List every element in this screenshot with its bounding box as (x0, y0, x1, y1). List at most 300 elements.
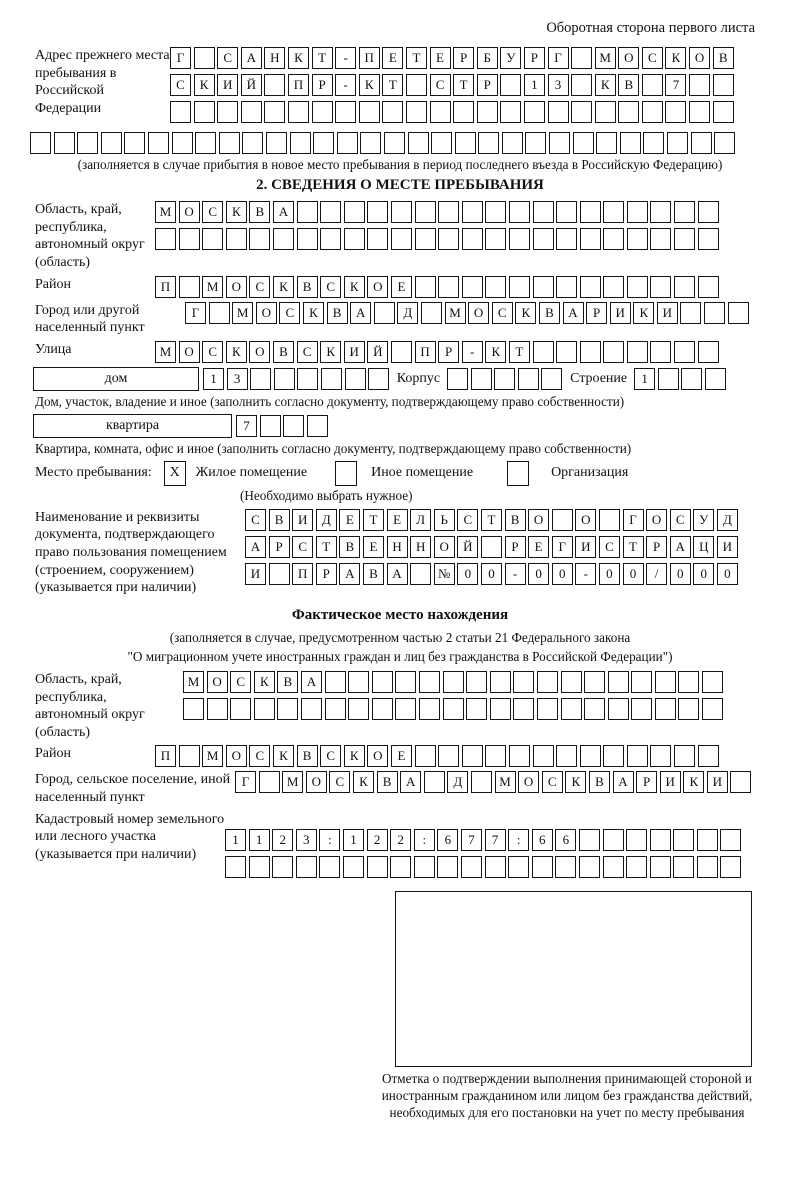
char-cell[interactable] (124, 132, 145, 154)
char-cell[interactable] (148, 132, 169, 154)
char-cell[interactable] (673, 856, 694, 878)
char-cell[interactable]: 1 (524, 74, 545, 96)
char-cell[interactable]: К (565, 771, 586, 793)
char-cell[interactable]: Е (387, 509, 408, 531)
char-cell[interactable] (608, 671, 629, 693)
char-cell[interactable] (462, 276, 483, 298)
char-cell[interactable] (241, 101, 262, 123)
char-cell[interactable] (691, 132, 712, 154)
char-cell[interactable]: Д (717, 509, 738, 531)
char-cell[interactable] (395, 671, 416, 693)
char-cell[interactable] (313, 132, 334, 154)
char-cell[interactable]: 1 (634, 368, 655, 390)
char-cell[interactable] (500, 101, 521, 123)
char-cell[interactable]: И (292, 509, 313, 531)
char-cell[interactable]: С (430, 74, 451, 96)
char-cell[interactable] (681, 368, 702, 390)
char-cell[interactable]: О (179, 201, 200, 223)
char-cell[interactable] (390, 856, 411, 878)
char-cell[interactable]: В (269, 509, 290, 531)
char-cell[interactable] (650, 276, 671, 298)
char-cell[interactable] (631, 671, 652, 693)
korpus-cells[interactable] (447, 368, 565, 390)
city-row[interactable] (185, 302, 751, 324)
char-cell[interactable]: О (646, 509, 667, 531)
char-cell[interactable]: К (194, 74, 215, 96)
char-cell[interactable]: Н (264, 47, 285, 69)
char-cell[interactable] (179, 745, 200, 767)
char-cell[interactable] (217, 101, 238, 123)
char-cell[interactable]: С (599, 536, 620, 558)
char-cell[interactable]: П (292, 563, 313, 585)
char-cell[interactable] (471, 771, 492, 793)
char-cell[interactable] (183, 698, 204, 720)
region-row-2[interactable] (155, 228, 721, 250)
char-cell[interactable] (485, 201, 506, 223)
char-cell[interactable]: Т (382, 74, 403, 96)
char-cell[interactable]: С (642, 47, 663, 69)
char-cell[interactable] (509, 228, 530, 250)
char-cell[interactable] (307, 415, 328, 437)
char-cell[interactable]: Р (505, 536, 526, 558)
char-cell[interactable]: А (400, 771, 421, 793)
actual-region-row-2[interactable] (183, 698, 726, 720)
char-cell[interactable]: Т (453, 74, 474, 96)
char-cell[interactable]: И (575, 536, 596, 558)
char-cell[interactable] (259, 771, 280, 793)
char-cell[interactable] (283, 415, 304, 437)
char-cell[interactable] (410, 563, 431, 585)
char-cell[interactable] (348, 698, 369, 720)
char-cell[interactable] (650, 341, 671, 363)
char-cell[interactable] (537, 698, 558, 720)
char-cell[interactable] (698, 341, 719, 363)
char-cell[interactable]: Т (316, 536, 337, 558)
char-cell[interactable] (320, 201, 341, 223)
char-cell[interactable] (421, 302, 442, 324)
char-cell[interactable] (502, 132, 523, 154)
char-cell[interactable] (533, 341, 554, 363)
char-cell[interactable]: 0 (670, 563, 691, 585)
char-cell[interactable] (556, 228, 577, 250)
char-cell[interactable] (494, 368, 515, 390)
char-cell[interactable] (650, 201, 671, 223)
char-cell[interactable] (556, 745, 577, 767)
char-cell[interactable]: 3 (296, 829, 317, 851)
char-cell[interactable] (584, 698, 605, 720)
char-cell[interactable] (172, 132, 193, 154)
char-cell[interactable] (655, 671, 676, 693)
char-cell[interactable] (438, 276, 459, 298)
char-cell[interactable] (509, 276, 530, 298)
char-cell[interactable]: А (273, 201, 294, 223)
char-cell[interactable] (312, 101, 333, 123)
char-cell[interactable] (325, 671, 346, 693)
char-cell[interactable]: С (279, 302, 300, 324)
char-cell[interactable]: 0 (623, 563, 644, 585)
char-cell[interactable] (599, 509, 620, 531)
char-cell[interactable]: С (170, 74, 191, 96)
char-cell[interactable]: О (226, 745, 247, 767)
prev-address-row-2[interactable] (170, 74, 736, 96)
char-cell[interactable] (680, 302, 701, 324)
char-cell[interactable] (254, 698, 275, 720)
char-cell[interactable] (698, 201, 719, 223)
char-cell[interactable]: К (273, 745, 294, 767)
char-cell[interactable]: С (202, 201, 223, 223)
char-cell[interactable]: О (226, 276, 247, 298)
char-cell[interactable]: Й (457, 536, 478, 558)
char-cell[interactable]: 3 (227, 368, 248, 390)
char-cell[interactable]: В (618, 74, 639, 96)
char-cell[interactable] (384, 132, 405, 154)
char-cell[interactable]: 2 (367, 829, 388, 851)
char-cell[interactable] (391, 228, 412, 250)
char-cell[interactable] (620, 132, 641, 154)
char-cell[interactable]: О (306, 771, 327, 793)
char-cell[interactable] (269, 563, 290, 585)
char-cell[interactable]: Р (477, 74, 498, 96)
char-cell[interactable] (462, 201, 483, 223)
char-cell[interactable] (714, 132, 735, 154)
char-cell[interactable]: 6 (555, 829, 576, 851)
char-cell[interactable]: О (689, 47, 710, 69)
char-cell[interactable]: 7 (461, 829, 482, 851)
char-cell[interactable] (438, 201, 459, 223)
char-cell[interactable] (674, 201, 695, 223)
char-cell[interactable]: Н (410, 536, 431, 558)
char-cell[interactable] (438, 228, 459, 250)
char-cell[interactable] (490, 671, 511, 693)
char-cell[interactable] (702, 671, 723, 693)
char-cell[interactable] (720, 829, 741, 851)
char-cell[interactable]: Е (528, 536, 549, 558)
char-cell[interactable] (702, 698, 723, 720)
char-cell[interactable]: 1 (343, 829, 364, 851)
char-cell[interactable]: 0 (717, 563, 738, 585)
char-cell[interactable] (485, 228, 506, 250)
char-cell[interactable] (368, 368, 389, 390)
region-row-1[interactable] (155, 201, 721, 223)
document-row-1[interactable] (245, 509, 740, 531)
char-cell[interactable]: Д (397, 302, 418, 324)
char-cell[interactable] (713, 101, 734, 123)
prev-address-row-3[interactable] (170, 101, 736, 123)
char-cell[interactable]: С (329, 771, 350, 793)
char-cell[interactable] (343, 856, 364, 878)
char-cell[interactable]: А (613, 771, 634, 793)
char-cell[interactable]: К (344, 276, 365, 298)
char-cell[interactable] (485, 276, 506, 298)
char-cell[interactable]: - (505, 563, 526, 585)
char-cell[interactable]: Р (312, 74, 333, 96)
char-cell[interactable]: С (320, 276, 341, 298)
char-cell[interactable]: К (515, 302, 536, 324)
char-cell[interactable] (277, 698, 298, 720)
char-cell[interactable] (658, 368, 679, 390)
char-cell[interactable] (689, 74, 710, 96)
char-cell[interactable]: 7 (485, 829, 506, 851)
char-cell[interactable]: Е (391, 276, 412, 298)
char-cell[interactable] (443, 698, 464, 720)
char-cell[interactable]: У (500, 47, 521, 69)
char-cell[interactable]: К (254, 671, 275, 693)
char-cell[interactable] (301, 698, 322, 720)
char-cell[interactable]: Г (623, 509, 644, 531)
char-cell[interactable] (430, 101, 451, 123)
char-cell[interactable] (650, 856, 671, 878)
char-cell[interactable]: 1 (249, 829, 270, 851)
char-cell[interactable]: С (320, 745, 341, 767)
char-cell[interactable] (101, 132, 122, 154)
char-cell[interactable]: М (495, 771, 516, 793)
char-cell[interactable] (461, 856, 482, 878)
char-cell[interactable]: 6 (437, 829, 458, 851)
house-number-cells[interactable] (203, 368, 392, 390)
char-cell[interactable] (367, 856, 388, 878)
char-cell[interactable] (335, 101, 356, 123)
char-cell[interactable]: И (707, 771, 728, 793)
stay-type-checkbox-residential[interactable]: X (164, 461, 186, 486)
char-cell[interactable] (194, 47, 215, 69)
actual-region-row-1[interactable] (183, 671, 726, 693)
char-cell[interactable]: 2 (390, 829, 411, 851)
char-cell[interactable]: А (350, 302, 371, 324)
char-cell[interactable] (367, 201, 388, 223)
char-cell[interactable] (698, 745, 719, 767)
char-cell[interactable] (627, 745, 648, 767)
char-cell[interactable]: Р (269, 536, 290, 558)
char-cell[interactable] (533, 745, 554, 767)
char-cell[interactable]: С (217, 47, 238, 69)
char-cell[interactable] (297, 228, 318, 250)
char-cell[interactable] (541, 368, 562, 390)
char-cell[interactable]: У (693, 509, 714, 531)
apartment-cells[interactable] (236, 415, 330, 437)
char-cell[interactable] (242, 132, 263, 154)
char-cell[interactable] (571, 47, 592, 69)
char-cell[interactable] (642, 74, 663, 96)
char-cell[interactable] (431, 132, 452, 154)
char-cell[interactable] (579, 829, 600, 851)
char-cell[interactable] (580, 276, 601, 298)
char-cell[interactable]: В (363, 563, 384, 585)
cadastre-row-1[interactable] (225, 829, 744, 851)
char-cell[interactable] (556, 341, 577, 363)
char-cell[interactable] (337, 132, 358, 154)
char-cell[interactable]: К (665, 47, 686, 69)
char-cell[interactable] (455, 132, 476, 154)
char-cell[interactable] (462, 228, 483, 250)
char-cell[interactable] (272, 856, 293, 878)
char-cell[interactable] (603, 745, 624, 767)
document-row-2[interactable] (245, 536, 740, 558)
char-cell[interactable] (580, 228, 601, 250)
char-cell[interactable]: М (282, 771, 303, 793)
char-cell[interactable]: И (660, 771, 681, 793)
char-cell[interactable]: В (377, 771, 398, 793)
char-cell[interactable] (603, 856, 624, 878)
char-cell[interactable]: К (359, 74, 380, 96)
char-cell[interactable]: 0 (693, 563, 714, 585)
char-cell[interactable] (359, 101, 380, 123)
char-cell[interactable]: И (344, 341, 365, 363)
char-cell[interactable]: О (468, 302, 489, 324)
char-cell[interactable]: О (367, 276, 388, 298)
char-cell[interactable] (627, 201, 648, 223)
char-cell[interactable] (556, 201, 577, 223)
char-cell[interactable] (689, 101, 710, 123)
char-cell[interactable] (665, 101, 686, 123)
prev-address-row-1[interactable] (170, 47, 736, 69)
char-cell[interactable]: В (273, 341, 294, 363)
char-cell[interactable]: 7 (236, 415, 257, 437)
char-cell[interactable]: К (320, 341, 341, 363)
char-cell[interactable]: В (297, 276, 318, 298)
char-cell[interactable] (471, 368, 492, 390)
char-cell[interactable]: К (633, 302, 654, 324)
char-cell[interactable] (698, 276, 719, 298)
char-cell[interactable]: Г (170, 47, 191, 69)
char-cell[interactable] (618, 101, 639, 123)
char-cell[interactable] (603, 829, 624, 851)
char-cell[interactable]: Д (447, 771, 468, 793)
char-cell[interactable] (415, 228, 436, 250)
char-cell[interactable]: С (202, 341, 223, 363)
char-cell[interactable]: П (288, 74, 309, 96)
char-cell[interactable]: М (183, 671, 204, 693)
char-cell[interactable] (596, 132, 617, 154)
char-cell[interactable] (195, 132, 216, 154)
char-cell[interactable] (249, 856, 270, 878)
char-cell[interactable] (631, 698, 652, 720)
char-cell[interactable] (345, 368, 366, 390)
char-cell[interactable] (249, 228, 270, 250)
char-cell[interactable] (509, 745, 530, 767)
char-cell[interactable]: С (249, 745, 270, 767)
char-cell[interactable]: Й (241, 74, 262, 96)
char-cell[interactable]: 7 (665, 74, 686, 96)
prev-address-row-4[interactable] (30, 132, 800, 154)
char-cell[interactable]: - (335, 47, 356, 69)
char-cell[interactable] (627, 228, 648, 250)
char-cell[interactable]: О (575, 509, 596, 531)
char-cell[interactable] (490, 698, 511, 720)
char-cell[interactable]: С (492, 302, 513, 324)
char-cell[interactable]: К (353, 771, 374, 793)
char-cell[interactable]: О (249, 341, 270, 363)
char-cell[interactable] (230, 698, 251, 720)
char-cell[interactable]: П (155, 745, 176, 767)
char-cell[interactable]: В (327, 302, 348, 324)
char-cell[interactable]: Г (185, 302, 206, 324)
char-cell[interactable]: О (618, 47, 639, 69)
char-cell[interactable] (513, 671, 534, 693)
char-cell[interactable] (603, 341, 624, 363)
char-cell[interactable] (264, 101, 285, 123)
char-cell[interactable]: О (367, 745, 388, 767)
char-cell[interactable] (207, 698, 228, 720)
actual-city-row[interactable] (235, 771, 754, 793)
char-cell[interactable]: А (245, 536, 266, 558)
char-cell[interactable]: И (717, 536, 738, 558)
char-cell[interactable]: С (542, 771, 563, 793)
char-cell[interactable] (453, 101, 474, 123)
char-cell[interactable] (391, 201, 412, 223)
char-cell[interactable] (194, 101, 215, 123)
char-cell[interactable] (226, 228, 247, 250)
char-cell[interactable] (408, 132, 429, 154)
char-cell[interactable]: С (457, 509, 478, 531)
char-cell[interactable] (438, 745, 459, 767)
char-cell[interactable] (678, 698, 699, 720)
char-cell[interactable]: В (539, 302, 560, 324)
char-cell[interactable]: П (155, 276, 176, 298)
char-cell[interactable]: А (670, 536, 691, 558)
char-cell[interactable]: 6 (532, 829, 553, 851)
char-cell[interactable]: И (217, 74, 238, 96)
char-cell[interactable]: К (595, 74, 616, 96)
char-cell[interactable] (705, 368, 726, 390)
char-cell[interactable] (288, 101, 309, 123)
char-cell[interactable]: К (226, 201, 247, 223)
char-cell[interactable] (273, 228, 294, 250)
char-cell[interactable] (595, 101, 616, 123)
char-cell[interactable] (155, 228, 176, 250)
char-cell[interactable] (437, 856, 458, 878)
actual-district-row[interactable] (155, 745, 721, 767)
char-cell[interactable]: : (319, 829, 340, 851)
char-cell[interactable]: Т (481, 509, 502, 531)
char-cell[interactable]: Т (406, 47, 427, 69)
char-cell[interactable]: И (245, 563, 266, 585)
char-cell[interactable]: С (230, 671, 251, 693)
char-cell[interactable] (580, 201, 601, 223)
char-cell[interactable]: М (202, 276, 223, 298)
char-cell[interactable] (414, 856, 435, 878)
char-cell[interactable]: О (207, 671, 228, 693)
char-cell[interactable]: Р (586, 302, 607, 324)
char-cell[interactable]: О (179, 341, 200, 363)
char-cell[interactable]: М (155, 201, 176, 223)
char-cell[interactable] (406, 74, 427, 96)
char-cell[interactable]: Й (367, 341, 388, 363)
char-cell[interactable]: В (297, 745, 318, 767)
char-cell[interactable] (674, 228, 695, 250)
char-cell[interactable] (447, 368, 468, 390)
char-cell[interactable] (319, 856, 340, 878)
char-cell[interactable] (603, 228, 624, 250)
char-cell[interactable]: К (303, 302, 324, 324)
char-cell[interactable]: Д (316, 509, 337, 531)
char-cell[interactable]: В (713, 47, 734, 69)
char-cell[interactable]: О (518, 771, 539, 793)
char-cell[interactable]: Г (548, 47, 569, 69)
stay-type-checkbox-other[interactable] (335, 461, 357, 486)
street-row[interactable] (155, 341, 721, 363)
char-cell[interactable] (419, 698, 440, 720)
char-cell[interactable]: Ц (693, 536, 714, 558)
char-cell[interactable]: Е (339, 509, 360, 531)
char-cell[interactable] (626, 829, 647, 851)
char-cell[interactable] (720, 856, 741, 878)
char-cell[interactable] (415, 276, 436, 298)
char-cell[interactable] (533, 276, 554, 298)
char-cell[interactable]: С (297, 341, 318, 363)
char-cell[interactable]: 0 (528, 563, 549, 585)
char-cell[interactable]: Р (453, 47, 474, 69)
char-cell[interactable] (626, 856, 647, 878)
